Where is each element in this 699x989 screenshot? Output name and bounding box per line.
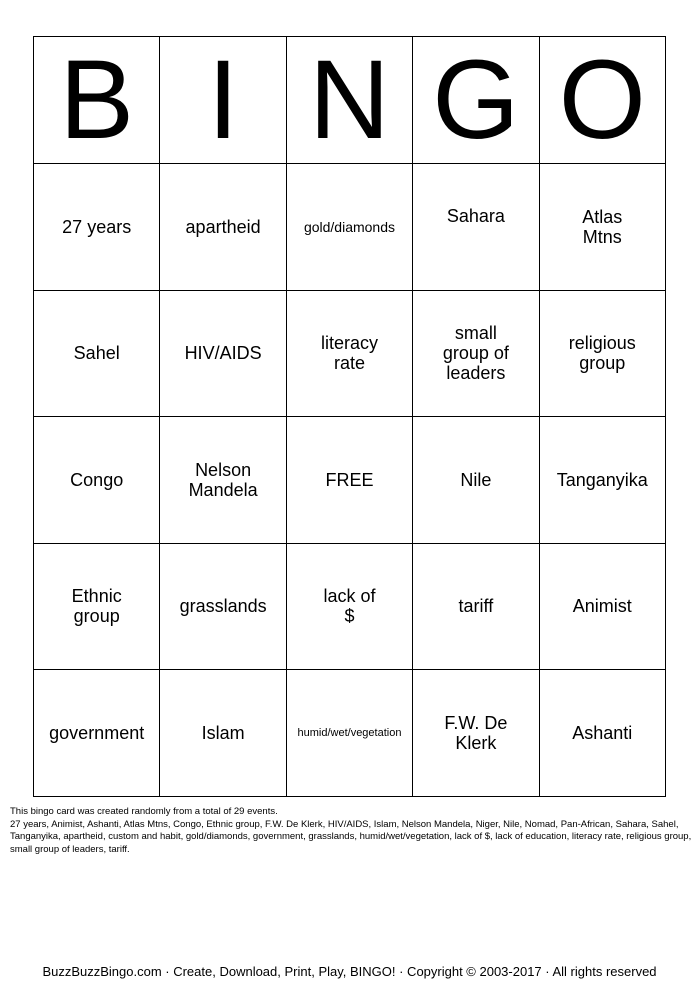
bingo-cell: tariff [413, 543, 539, 670]
bingo-card [33, 36, 666, 797]
bingo-cell: Congo [34, 417, 160, 544]
header-letter-g: G [413, 37, 539, 164]
bingo-row-2 [34, 290, 666, 417]
bingo-cell: religious group [539, 290, 665, 417]
card-info [10, 806, 692, 856]
bingo-cell: Tanganyika [539, 417, 665, 544]
header-letter-o: O [539, 37, 665, 164]
bingo-cell: Animist [539, 543, 665, 670]
bingo-cell: apartheid [160, 164, 286, 291]
bingo-cell: HIV/AIDS [160, 290, 286, 417]
card-info-summary: This bingo card was created randomly from a total of 29 events. [10, 806, 278, 817]
bingo-cell: gold/diamonds [286, 164, 412, 291]
bingo-cell: small group of leaders [413, 290, 539, 417]
bingo-cell: Nelson Mandela [160, 417, 286, 544]
bingo-cell: F.W. De Klerk [413, 670, 539, 797]
bingo-cell: Islam [160, 670, 286, 797]
bingo-cell: government [34, 670, 160, 797]
bingo-cell: lack of $ [286, 543, 412, 670]
bingo-row-3 [34, 417, 666, 544]
bingo-row-4 [34, 543, 666, 670]
bingo-cell: Sahara [413, 164, 539, 291]
header-letter-n: N [286, 37, 412, 164]
bingo-cell: literacy rate [286, 290, 412, 417]
free-space: FREE [286, 417, 412, 544]
header-letter-b: B [34, 37, 160, 164]
bingo-cell: Nile [413, 417, 539, 544]
bingo-header-row [34, 37, 666, 164]
card-info-events: 27 years, Animist, Ashanti, Atlas Mtns, Congo, Ethnic group, F.W. De Klerk, HIV/AIDS, Islam, Nelson Mandela, Niger, Nile, Nomad, Pan-African, Sahara, Sahel, Tanganyika, apartheid, custom and habit, gold/diamonds, government, grasslands, humid/wet/vegetation, lack of $, lack of education, literacy rate, religious group, small group of leaders, tariff. [10, 818, 692, 855]
bingo-cell: 27 years [34, 164, 160, 291]
bingo-cell: humid/wet/vegetation [286, 670, 412, 797]
bingo-cell: Atlas Mtns [539, 164, 665, 291]
bingo-cell: Ethnic group [34, 543, 160, 670]
header-letter-i: I [160, 37, 286, 164]
bingo-cell: Sahel [34, 290, 160, 417]
bingo-row-1 [34, 164, 666, 291]
bingo-cell: Ashanti [539, 670, 665, 797]
footer-copyright: BuzzBuzzBingo.com · Create, Download, Print, Play, BINGO! · Copyright © 2003-2017 · All rights reserved [42, 964, 657, 979]
bingo-cell: grasslands [160, 543, 286, 670]
bingo-row-5 [34, 670, 666, 797]
